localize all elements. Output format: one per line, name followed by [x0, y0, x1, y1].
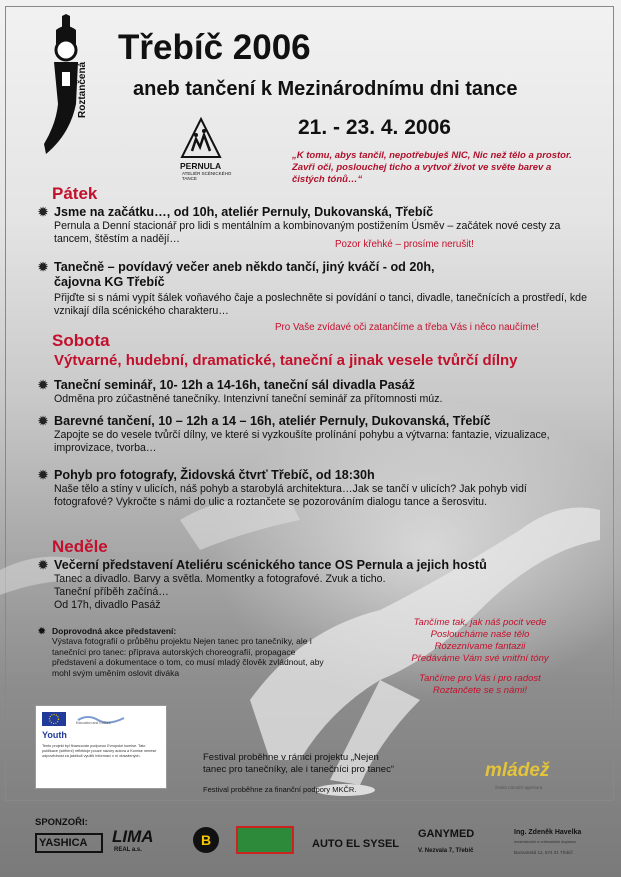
event-title: Barevné tančení, 10 – 12h a 14 – 16h, ateliér Pernuly, Dukovanská, Třebíč	[54, 414, 491, 428]
motto	[380, 617, 580, 697]
event-title: Taneční seminář, 10- 12h a 14-16h, taneční sál divadla Pasáž	[54, 378, 415, 392]
event-patek-1	[38, 205, 598, 246]
sponsor-ganymed: GANYMED	[418, 828, 475, 840]
supplementary-event	[38, 626, 328, 678]
motto-line: Předáváme Vám své vnitřní tóny	[411, 653, 549, 664]
eu-flag-icon	[42, 712, 66, 726]
event-desc: Přijďte si s námi vypít šálek voňavého čaje a poslechněte si povídání o tanci, divadle, tanečnících a prostředí, kde vznikají díla scénického charakteru…	[54, 292, 587, 317]
motto-line: Posloucháme naše tělo	[430, 629, 530, 640]
youth-label: Youth	[42, 730, 67, 740]
event-desc: Odměna pro zúčastněné tanečníky. Intenzivní taneční seminář za přítomnosti múz.	[54, 393, 443, 405]
bullet-icon: ✹	[38, 558, 49, 572]
mladez-logo: mládež	[485, 760, 550, 781]
event-note: Pro Vaše zvídavé oči zatančíme a třeba Vás i něco naučíme!	[275, 322, 539, 333]
sponsor-auto-el-sysel: AUTO EL SYSEL	[312, 838, 400, 850]
eu-youth-box	[35, 705, 167, 789]
eu-disclaimer: Tento projekt byl financován podporou Evropské komise. Tato publikace (sdělení) reflektuje pouze názory autora a Komise nenese odpovědnost za jakékoli využití informací v ní obsažených.	[42, 744, 157, 758]
sponsor-green-logo	[236, 826, 294, 854]
bullet-icon: ✹	[38, 205, 49, 219]
event-title: Večerní představení Ateliéru scénického tance OS Pernula a jejich hostů	[54, 558, 487, 572]
event-dates: 21. - 23. 4. 2006	[298, 116, 451, 139]
bullet-icon: ✹	[38, 468, 49, 482]
motto-line: Tančíme pro Vás i pro radost	[419, 673, 541, 684]
supplementary-title: Doprovodná akce představení:	[52, 626, 177, 636]
sponsor-lima-sub: REAL a.s.	[114, 847, 142, 853]
festival-note: Festival proběhne v rámci projektu „Nejen tanec pro tanečníky, ale i tanečníci pro tanec“	[203, 752, 394, 775]
quote: „K tomu, abys tančil, nepotřebuješ NIC, Nic než tělo a prostor. Zavři oči, poslouchej ticho a vytvoř život ve světe barev a čistých tónů…“	[292, 150, 572, 185]
education-culture-logo	[76, 712, 126, 726]
day-heading-nedele: Neděle	[52, 537, 108, 556]
mladez-sub: česká národní agentura	[495, 785, 543, 790]
bullet-icon: ✹	[38, 414, 49, 428]
event-line: Od 17h, divadlo Pasáž	[54, 599, 161, 611]
event-sobota-3	[38, 468, 598, 509]
event-line: Taneční příběh začíná…	[54, 586, 169, 598]
pernula-name: PERNULA	[180, 161, 222, 171]
side-label: Roztančená	[77, 61, 88, 118]
bullet-icon: ✹	[38, 260, 49, 274]
motto-line: Roztančete se s námi!	[433, 685, 527, 696]
sponsor-havelka-address: Borovinská 12, 674 01 Třebíč	[514, 850, 573, 855]
sponsor-lima: LIMA	[112, 827, 154, 846]
motto-line	[380, 665, 580, 673]
event-sobota-1	[38, 378, 598, 406]
page-subtitle: aneb tančení k Mezinárodnímu dni tance	[133, 78, 518, 100]
event-title: Jsme na začátku…, od 10h, ateliér Pernuly, Dukovanská, Třebíč	[54, 205, 434, 219]
event-desc: Naše tělo a stíny v ulicích, náš pohyb a starobylá architektura…Jak se tančí v ulicích? Jak pohyb vidí fotografové? Vykročte s námi do ulic a roztančete se pozorováním dialogu tance a šerosvitu.	[54, 483, 527, 508]
sponsors-label: SPONZOŘI:	[35, 817, 88, 828]
day-heading-patek: Pátek	[52, 184, 98, 203]
event-sobota-2	[38, 414, 598, 455]
event-title: Tanečně – povídavý večer aneb někdo tančí, jiný kváčí - od 20h, čajovna KG Třebíč	[54, 260, 435, 289]
motto-line: Tančíme tak, jak náš pocit vede	[413, 617, 547, 628]
event-title: Pohyb pro fotografy, Židovská čtvrť Třebíč, od 18:30h	[54, 468, 375, 482]
event-patek-2-desc	[38, 292, 598, 318]
supplementary-desc: Výstava fotografií o průběhu projektu Nejen tanec pro tanečníky, ale i tanečníci pro tanec: příprava autorských choreografií, propagace představení a dokumentace o tom, co musí mladý člověk zvládnout, aby mohl svým uměním oslovit diváka	[52, 636, 324, 678]
event-nedele-1	[38, 558, 598, 612]
sponsor-havelka: Ing. Zdeněk Havelka	[514, 829, 582, 836]
sponsor-b: B	[193, 827, 219, 853]
sponsor-havelka-sub: mezinárodní a vnitrostátní doprava	[514, 839, 576, 844]
bullet-icon: ✹	[38, 626, 46, 636]
day-heading-sobota: Sobota	[52, 331, 110, 350]
festival-support: Festival proběhne za finanční podpory MKČR.	[203, 785, 357, 794]
event-patek-2	[38, 260, 458, 290]
sponsor-yashica: YASHICA	[35, 833, 103, 853]
event-line: Tanec a divadlo. Barvy a světla. Momentky a fotografové. Zvuk a ticho.	[54, 573, 386, 585]
sponsor-ganymed-address: V. Nezvala 7, Třebíč	[418, 848, 474, 854]
pernula-sub: ATELIÉR SCÉNICKÉHO TANCE	[182, 171, 232, 181]
pernula-logo-icon	[180, 117, 222, 159]
event-note: Pozor křehké – prosíme nerušit!	[335, 239, 474, 250]
event-desc: Zapojte se do vesele tvůrčí dílny, ve které si vyzkoušíte prolínání pohybu a výtvarna: fantazie, vizualizace, improvizace, tvorba…	[54, 429, 550, 454]
page-title: Třebíč 2006	[118, 28, 311, 67]
bullet-icon: ✹	[38, 378, 49, 392]
motto-line: Rozeznívame fantazii	[434, 641, 526, 652]
sobota-theme: Výtvarné, hudební, dramatické, taneční a jinak vesele tvůrčí dílny	[54, 352, 518, 369]
event-desc: Pernula a Denní stacionář pro lidi s mentálním a kombinovaným postižením Úsměv – začátek nové cesty za tancem, štěstím a nadějí…	[54, 220, 561, 245]
program-label: Education and Culture	[76, 721, 111, 725]
